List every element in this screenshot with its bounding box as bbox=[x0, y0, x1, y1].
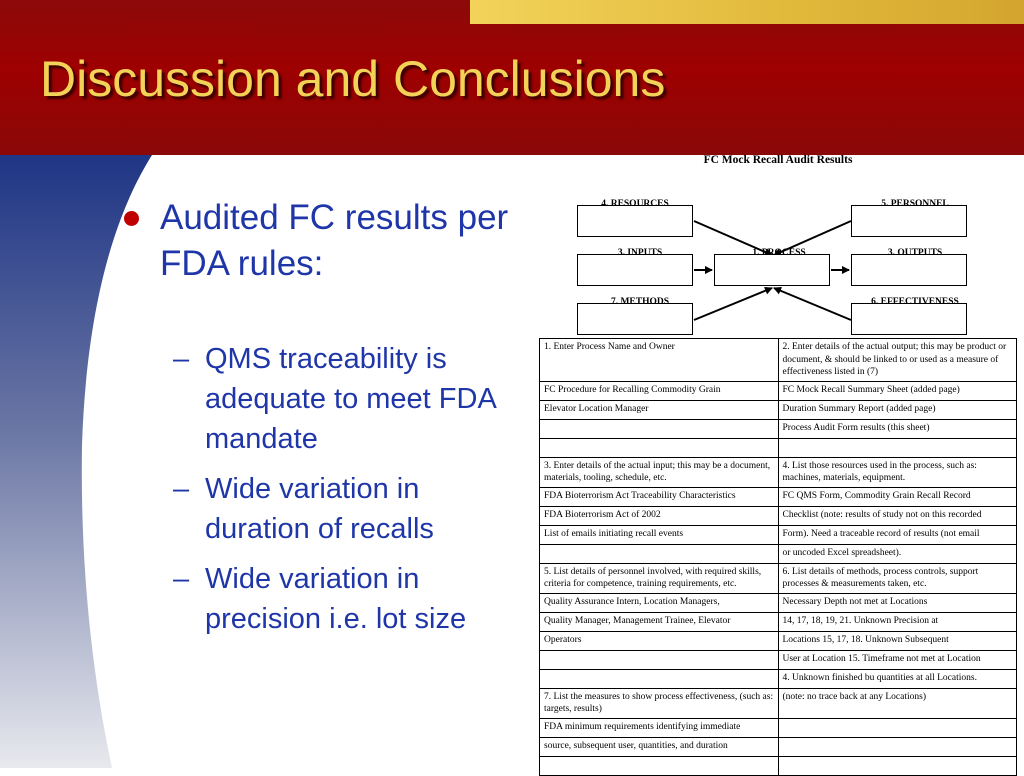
dash-icon: – bbox=[173, 473, 190, 505]
table-cell: 2. Enter details of the actual output; this may be product or document, & should be linked to or used as a measure of effectiveness listed in (7) bbox=[778, 339, 1017, 382]
table-cell: FDA minimum requirements identifying immediate bbox=[540, 718, 779, 737]
table-row bbox=[540, 593, 1017, 612]
inputs-label: 3. INPUTS bbox=[617, 248, 663, 258]
table-cell: Form). Need a traceable record of results (not email bbox=[778, 525, 1017, 544]
sub-bullet-text: Wide variation in precision i.e. lot size bbox=[205, 563, 467, 635]
table-cell: 4. List those resources used in the process, such as: machines, materials, equipment. bbox=[778, 457, 1017, 487]
table-row bbox=[540, 438, 1017, 457]
table-cell: Duration Summary Report (added page) bbox=[778, 400, 1017, 419]
gold-accent-bar bbox=[470, 0, 1024, 24]
sub-bullet-text: QMS traceability is adequate to meet FDA mandate bbox=[205, 343, 496, 455]
sub-bullet bbox=[120, 339, 530, 459]
table-cell: 4. Unknown finished bu quantities at all Locations. bbox=[778, 669, 1017, 688]
table-row bbox=[540, 612, 1017, 631]
table-cell: FC Procedure for Recalling Commodity Grain bbox=[540, 381, 779, 400]
main-bullet bbox=[120, 195, 530, 287]
table-cell bbox=[540, 419, 779, 438]
table-row bbox=[540, 525, 1017, 544]
resources-label: 4. RESOURCES bbox=[601, 199, 669, 209]
process-diagram bbox=[539, 172, 1017, 342]
table-cell: 6. List details of methods, process controls, support processes & measurements taken, etc. bbox=[778, 563, 1017, 593]
table-row bbox=[540, 400, 1017, 419]
table-cell bbox=[778, 737, 1017, 756]
table-row bbox=[540, 688, 1017, 718]
table-cell: source, subsequent user, quantities, and duration bbox=[540, 737, 779, 756]
table-row bbox=[540, 487, 1017, 506]
table-cell: (note: no trace back at any Locations) bbox=[778, 688, 1017, 718]
table-cell: 5. List details of personnel involved, with required skills, criteria for competence, training requirements, etc. bbox=[540, 563, 779, 593]
dash-icon: – bbox=[173, 563, 190, 595]
table-cell: Necessary Depth not met at Locations bbox=[778, 593, 1017, 612]
bullet-list bbox=[120, 195, 530, 649]
main-bullet-text: Audited FC results per FDA rules: bbox=[160, 198, 509, 283]
methods-box bbox=[577, 303, 693, 335]
methods-label: 7. METHODS bbox=[610, 297, 670, 307]
process-box bbox=[714, 254, 830, 286]
table-cell: Locations 15, 17, 18. Unknown Subsequent bbox=[778, 631, 1017, 650]
personnel-label: 5. PERSONNEL bbox=[881, 199, 949, 209]
audit-table bbox=[539, 338, 1017, 776]
table-cell bbox=[540, 756, 779, 775]
table-row bbox=[540, 718, 1017, 737]
sub-bullet bbox=[120, 469, 530, 549]
table-cell: 7. List the measures to show process effectiveness, (such as: targets, results) bbox=[540, 688, 779, 718]
table-cell bbox=[540, 669, 779, 688]
personnel-box bbox=[851, 205, 967, 237]
table-cell bbox=[778, 718, 1017, 737]
table-cell: FC Mock Recall Summary Sheet (added page) bbox=[778, 381, 1017, 400]
table-cell: User at Location 15. Timeframe not met at Location bbox=[778, 650, 1017, 669]
outputs-box bbox=[851, 254, 967, 286]
effectiveness-box bbox=[851, 303, 967, 335]
sub-bullet bbox=[120, 559, 530, 639]
table-cell: 14, 17, 18, 19, 21. Unknown Precision at bbox=[778, 612, 1017, 631]
table-row bbox=[540, 631, 1017, 650]
table-cell bbox=[540, 544, 779, 563]
table-cell bbox=[778, 438, 1017, 457]
table-cell: Elevator Location Manager bbox=[540, 400, 779, 419]
table-row bbox=[540, 563, 1017, 593]
table-cell: or uncoded Excel spreadsheet). bbox=[778, 544, 1017, 563]
table-cell: Operators bbox=[540, 631, 779, 650]
sub-bullet-list bbox=[120, 339, 530, 639]
table-row bbox=[540, 381, 1017, 400]
table-cell: FDA Bioterrorism Act Traceability Characteristics bbox=[540, 487, 779, 506]
table-row bbox=[540, 650, 1017, 669]
table-row bbox=[540, 419, 1017, 438]
resources-box bbox=[577, 205, 693, 237]
table-cell: Quality Assurance Intern, Location Managers, bbox=[540, 593, 779, 612]
table-cell: 1. Enter Process Name and Owner bbox=[540, 339, 779, 382]
slide-title: Discussion and Conclusions bbox=[40, 51, 666, 107]
table-row bbox=[540, 339, 1017, 382]
table-cell bbox=[540, 438, 779, 457]
table-row bbox=[540, 737, 1017, 756]
table-cell: Checklist (note: results of study not on this recorded bbox=[778, 506, 1017, 525]
table-row bbox=[540, 756, 1017, 775]
outputs-label: 3. OUTPUTS bbox=[887, 248, 943, 258]
process-label: 1. PROCESS bbox=[752, 248, 806, 258]
table-row bbox=[540, 457, 1017, 487]
sub-bullet-text: Wide variation in duration of recalls bbox=[205, 473, 434, 545]
table-cell: 3. Enter details of the actual input; this may be a document, materials, tooling, schedule, etc. bbox=[540, 457, 779, 487]
table-row bbox=[540, 669, 1017, 688]
effectiveness-label: 6. EFFECTIVENESS bbox=[871, 297, 959, 307]
table-cell: FDA Bioterrorism Act of 2002 bbox=[540, 506, 779, 525]
dash-icon: – bbox=[173, 343, 190, 375]
figure-title: FC Mock Recall Audit Results bbox=[703, 154, 853, 166]
table-row bbox=[540, 506, 1017, 525]
table-cell bbox=[778, 756, 1017, 775]
table-cell: List of emails initiating recall events bbox=[540, 525, 779, 544]
inputs-box bbox=[577, 254, 693, 286]
table-row bbox=[540, 544, 1017, 563]
table-cell: Process Audit Form results (this sheet) bbox=[778, 419, 1017, 438]
bullet-dot-icon bbox=[124, 211, 139, 226]
table-cell bbox=[540, 650, 779, 669]
table-cell: Quality Manager, Management Trainee, Elevator bbox=[540, 612, 779, 631]
table-cell: FC QMS Form, Commodity Grain Recall Record bbox=[778, 487, 1017, 506]
